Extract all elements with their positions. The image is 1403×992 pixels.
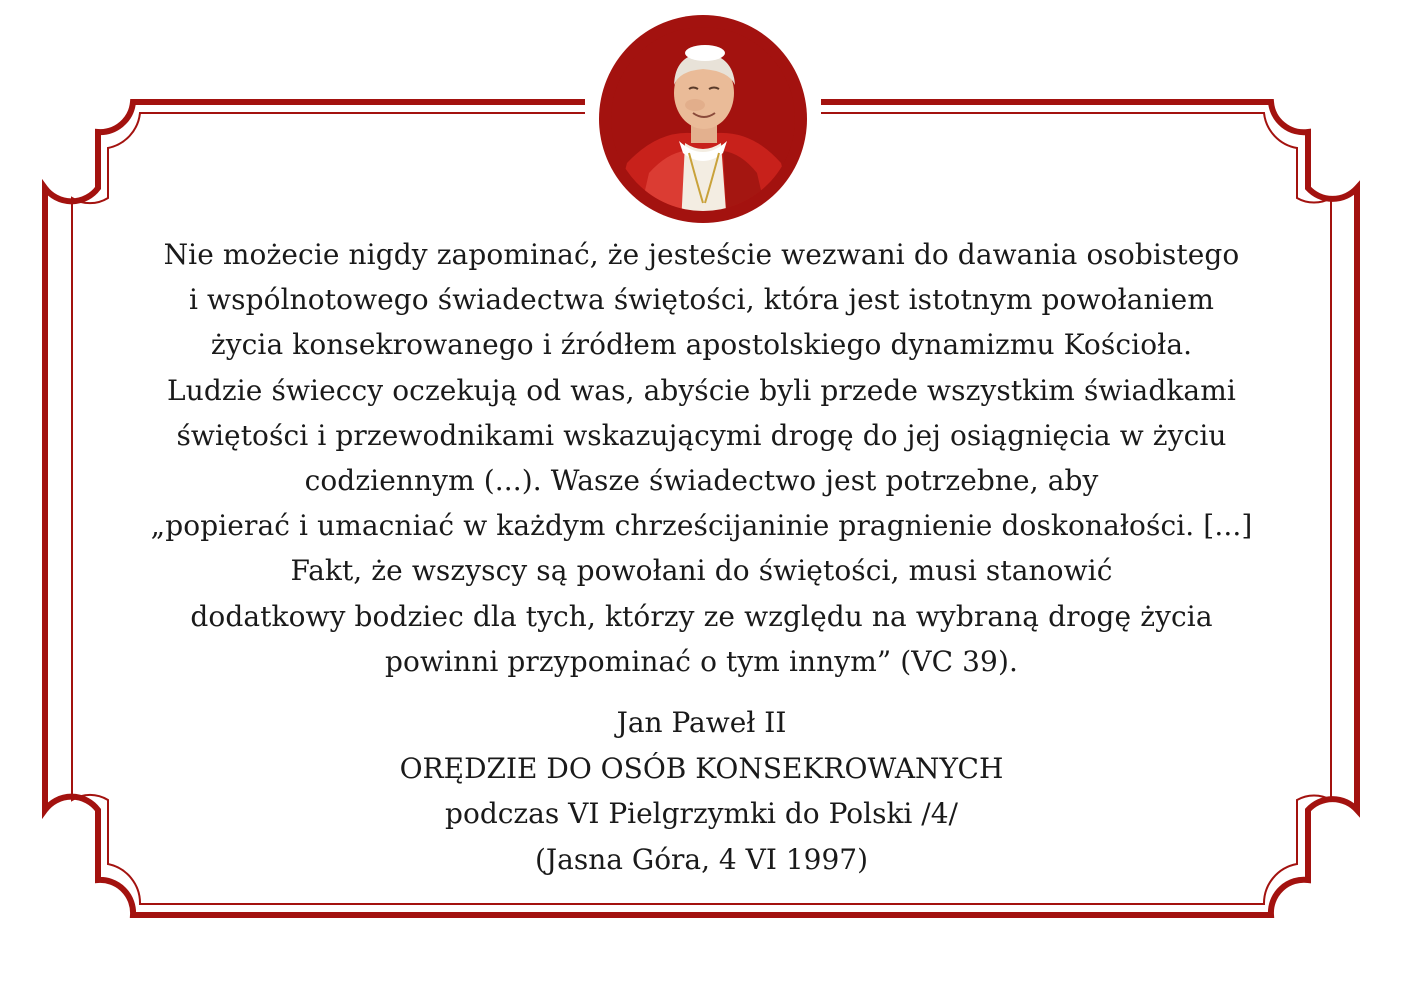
attribution-place-date: (Jasna Góra, 4 VI 1997): [534, 842, 869, 876]
quote-line: Fakt, że wszyscy są powołani do świętości, musi stanowić: [290, 554, 1113, 588]
quote-line: dodatkowy bodziec dla tych, którzy ze względu na wybraną drogę życia: [190, 599, 1213, 633]
quote-line: powinni przypominać o tym innym” (VC 39).: [384, 644, 1018, 678]
quote-line: i wspólnotowego świadectwa świętości, która jest istotnym powołaniem: [189, 283, 1214, 317]
attribution: [90, 700, 1313, 882]
attribution-author: Jan Paweł II: [616, 706, 787, 739]
attribution-title: ORĘDZIE DO OSÓB KONSEKROWANYCH: [399, 751, 1004, 785]
quote-line: świętości i przewodnikami wskazującymi drogę do jej osiągnięcia w życiu: [176, 418, 1227, 452]
pope-portrait-image: [597, 13, 809, 225]
quote-line: Nie możecie nigdy zapominać, że jesteście wezwani do dawania osobistego: [163, 238, 1240, 271]
portrait-medallion: [597, 13, 809, 225]
quote-line: „popierać i umacniać w każdym chrześcijaninie pragnienie doskonałości. [...]: [150, 509, 1253, 543]
quote-line: codziennym (...). Wasze świadectwo jest potrzebne, aby: [304, 464, 1099, 498]
quote-line: Ludzie świeccy oczekują od was, abyście byli przede wszystkim świadkami: [167, 373, 1236, 407]
quote-text: [90, 232, 1313, 684]
quote-line: życia konsekrowanego i źródłem apostolskiego dynamizmu Kościoła.: [210, 328, 1193, 362]
attribution-event: podczas VI Pielgrzymki do Polski /4/: [445, 797, 958, 830]
